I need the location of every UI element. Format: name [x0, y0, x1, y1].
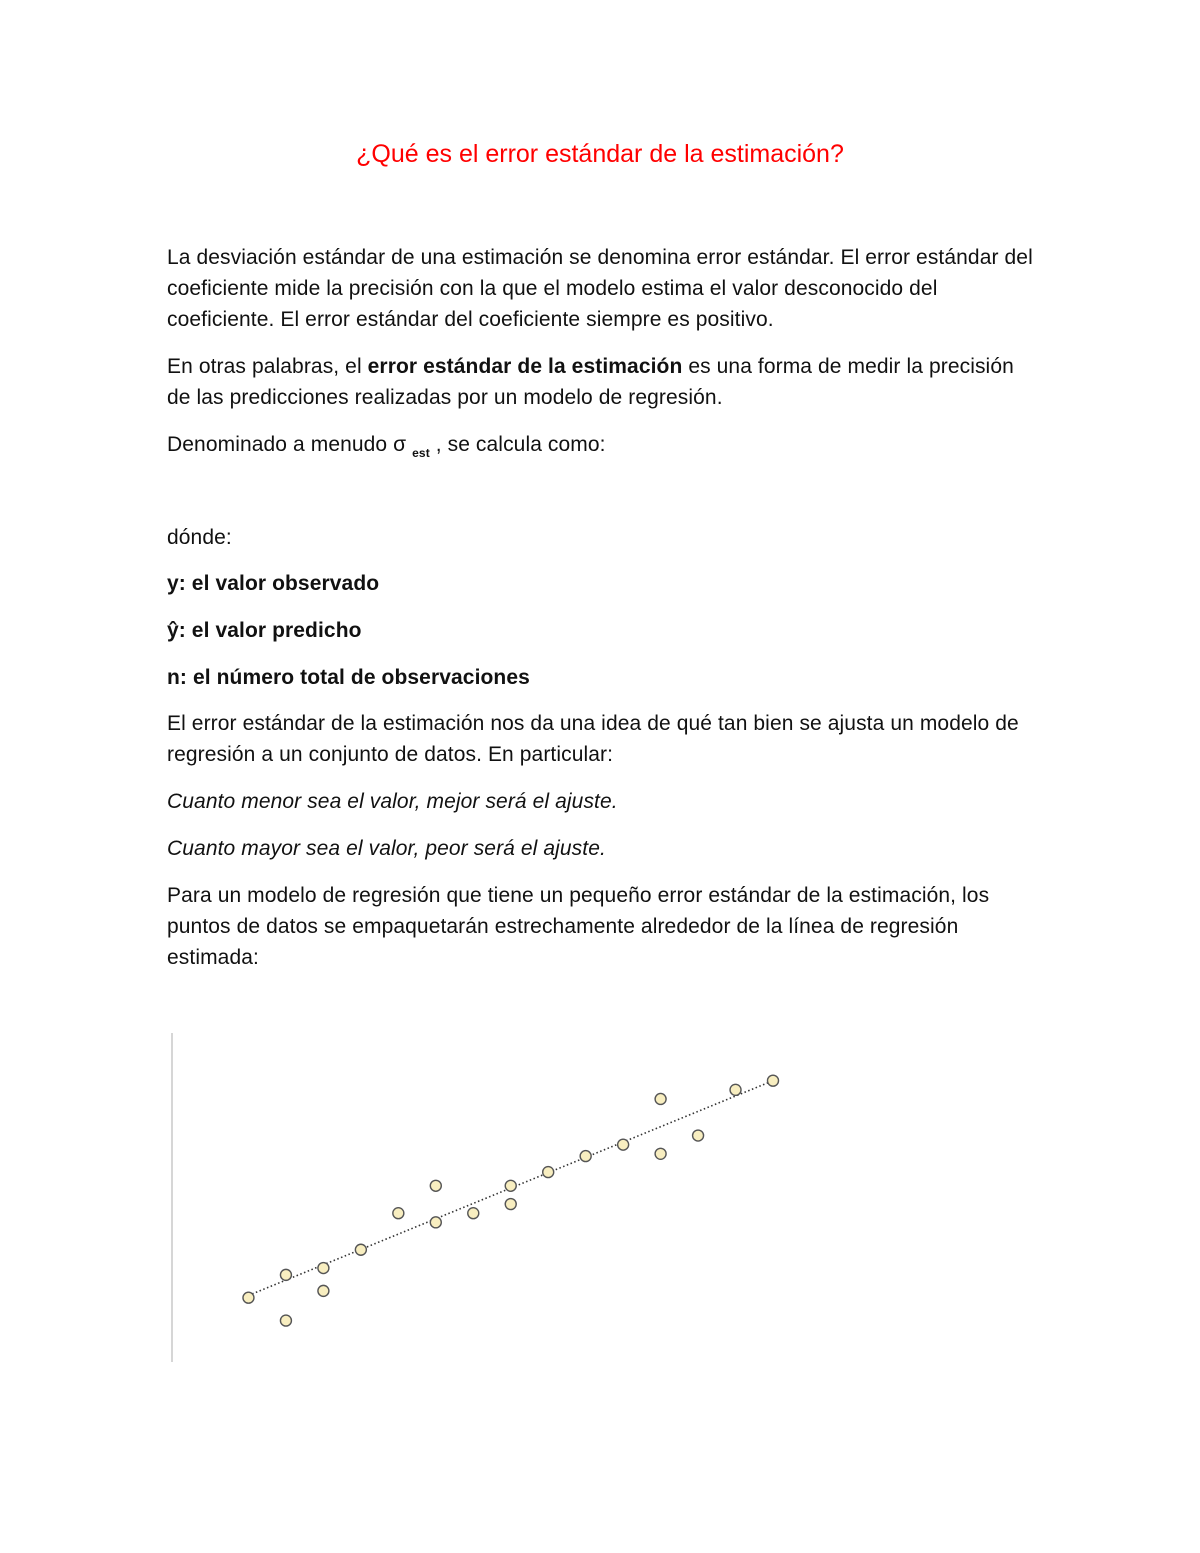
scatter-chart	[165, 1030, 805, 1365]
data-point-9	[430, 1180, 441, 1191]
data-point-14	[580, 1151, 591, 1162]
denoted-pre: Denominado a menudo σ	[167, 433, 413, 456]
points-layer	[243, 1075, 779, 1326]
paragraph-definition: La desviación estándar de una estimación se denomina error estándar. El error estándar del coeficiente mide la precisión con la que el modelo estima el valor desconocido del coeficiente. El error estándar del coeficiente siempre es positivo.	[167, 246, 1033, 331]
definition-y-hat: ŷ: el valor predicho	[167, 619, 362, 642]
data-point-13	[543, 1167, 554, 1178]
data-point-16	[655, 1148, 666, 1159]
italic-larger-worse: Cuanto mayor sea el valor, peor será el ajuste.	[167, 837, 606, 860]
data-point-6	[355, 1244, 366, 1255]
sigma-subscript: est	[412, 446, 430, 460]
paragraph-denoted	[167, 429, 1037, 469]
data-point-7	[393, 1208, 404, 1219]
paragraph-small-error: Para un modelo de regresión que tiene un pequeño error estándar de la estimación, los puntos de datos se empaquetarán estrechamente alrededor de la línea de regresión estimada:	[167, 884, 990, 969]
data-point-1	[243, 1292, 254, 1303]
where-label: dónde:	[167, 526, 232, 549]
data-point-19	[730, 1084, 741, 1095]
data-point-2	[280, 1315, 291, 1326]
italic-smaller-better: Cuanto menor sea el valor, mejor será el ajuste.	[167, 790, 618, 813]
paragraph-in-other-words-pre: En otras palabras, el	[167, 355, 368, 378]
data-point-18	[693, 1130, 704, 1141]
definition-n: n: el número total de observaciones	[167, 666, 530, 689]
paragraph-in-other-words-post: es una forma de medir la precisión de las predicciones realizadas por un modelo de regresión.	[167, 355, 1014, 409]
paragraph-in-other-words	[167, 351, 1037, 413]
page-title: ¿Qué es el error estándar de la estimación?	[356, 140, 844, 168]
bold-term: error estándar de la estimación	[367, 355, 683, 378]
definition-y: y: el valor observado	[167, 572, 380, 595]
data-point-11	[505, 1199, 516, 1210]
data-point-3	[280, 1269, 291, 1280]
data-point-17	[655, 1093, 666, 1104]
data-point-4	[318, 1285, 329, 1296]
data-point-10	[468, 1208, 479, 1219]
data-point-20	[768, 1075, 779, 1086]
data-point-5	[318, 1263, 329, 1274]
data-point-15	[618, 1139, 629, 1150]
data-point-12	[505, 1180, 516, 1191]
data-point-8	[430, 1217, 441, 1228]
paragraph-fit-idea: El error estándar de la estimación nos da una idea de qué tan bien se ajusta un modelo de regresión a un conjunto de datos. En particular:	[167, 712, 1019, 766]
denoted-post: , se calcula como:	[429, 433, 606, 456]
